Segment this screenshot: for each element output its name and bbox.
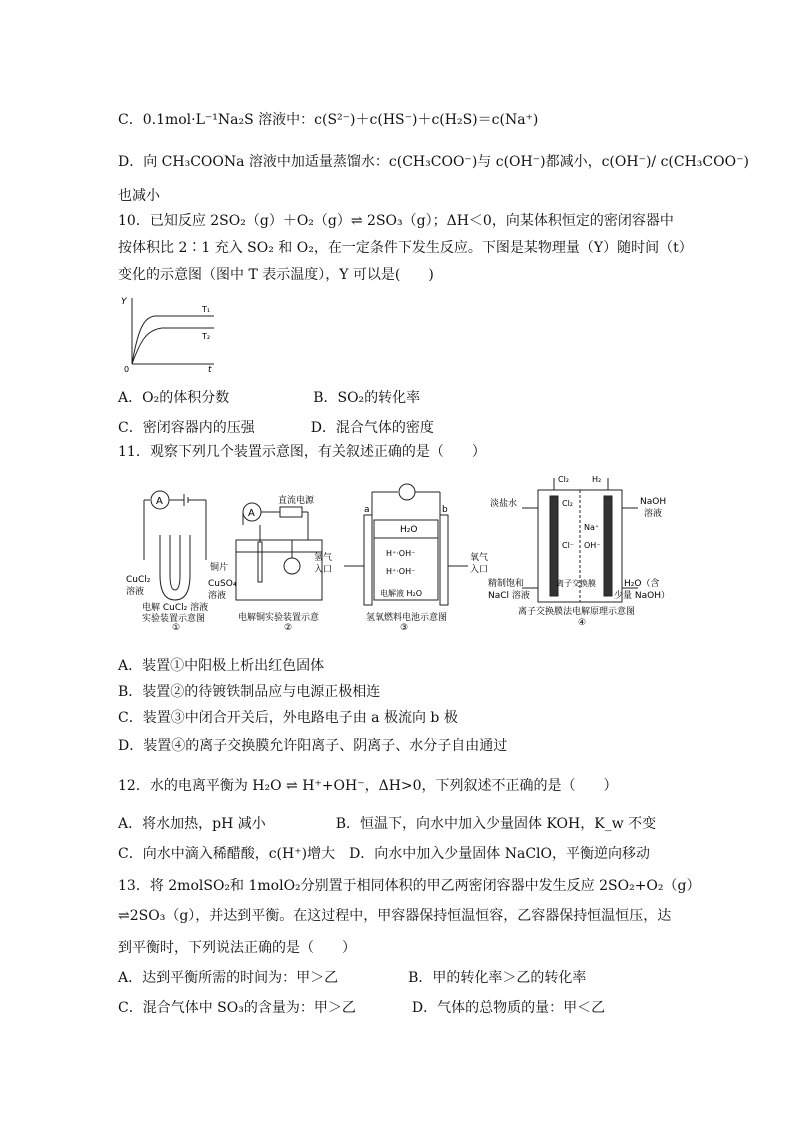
- a3-o2-2: 入口: [470, 565, 489, 575]
- a4-cl2a: Cl₂: [558, 475, 570, 484]
- a3-a: a: [364, 505, 370, 515]
- a4-in2: NaCl 溶液: [488, 591, 530, 601]
- a4-cl2b: Cl₂: [562, 499, 574, 508]
- a3-cap: 氢氧燃料电池示意图: [366, 613, 448, 623]
- q11-option-c: C．装置③中闭合开关后，外电路电子由 a 极流向 b 极: [118, 710, 458, 726]
- a3-hoh2: H⁺·OH⁻: [386, 567, 416, 576]
- a4-num: ④: [578, 618, 587, 628]
- a4-cl: Cl⁻: [562, 541, 575, 550]
- a2-num: ②: [284, 623, 293, 630]
- q11-apparatus-figure: [118, 470, 678, 630]
- q12-options-cd: C．向水中滴入稀醋酸，c(H⁺)增大 D．向水中加入少量固体 NaClO，平衡逆向移动: [118, 846, 651, 862]
- a2-power: 直流电源: [278, 496, 315, 506]
- q11-option-d: D．装置④的离子交换膜允许阳离子、阴离子、水分子自由通过: [118, 738, 508, 754]
- q13-options-cd: C．混合气体中 SO₃的含量为：甲＞乙 D．气体的总物质的量：甲＜乙: [118, 1000, 606, 1016]
- q11-stem: 11．观察下列几个装置示意图，有关叙述正确的是（ ）: [118, 444, 486, 460]
- q13-stem-1: 13．将 2molSO₂和 1molO₂分别置于相同体积的甲乙两密闭容器中发生反应 2SO₂+O₂（g）: [118, 878, 701, 894]
- a1-cap1: 电解 CuCl₂ 溶液: [142, 603, 209, 613]
- a3-o2-1: 氧气: [470, 553, 489, 563]
- q12-stem: 12．水的电离平衡为 H₂O ⇌ H⁺+OH⁻，ΔH>0，下列叙述不正确的是（ ）: [118, 778, 618, 794]
- q12-options-ab: A．将水加热，pH 减小 B．恒温下，向水中加入少量固体 KOH，K_w 不变: [118, 816, 657, 832]
- graph-y-label: Y: [121, 297, 127, 307]
- a1-cap2: 实验装置示意图: [142, 614, 206, 624]
- q11-option-a: A．装置①中阳极上析出红色固体: [118, 658, 325, 674]
- a3-hoh1: H⁺·OH⁻: [386, 549, 416, 558]
- a1-num: ①: [172, 623, 181, 630]
- a4-out2: 少量 NaOH）: [614, 591, 670, 601]
- a2-sol1: CuSO₄: [208, 579, 237, 589]
- apparatus-1: [144, 491, 206, 600]
- q10-options-ab: A．O₂的体积分数 B．SO₂的转化率: [118, 390, 421, 406]
- q13-stem-2: ⇌2SO₃（g），并达到平衡。在这过程中，甲容器保持恒温恒容，乙容器保持恒温恒压，达: [118, 908, 672, 924]
- graph-x-label: t: [208, 365, 212, 374]
- a4-out1: H₂O（含: [624, 579, 660, 589]
- q10-graph: [118, 294, 218, 374]
- q11-option-b: B．装置②的待镀铁制品应与电源正极相连: [118, 684, 381, 700]
- graph-t1-label: T₁: [202, 305, 211, 314]
- q9-option-d-cont: 也减小: [118, 188, 160, 204]
- a3-num: ③: [400, 623, 409, 630]
- q13-stem-3: 到平衡时，下列说法正确的是（ ）: [118, 940, 356, 956]
- q10-stem-3: 变化的示意图（图中 T 表示温度），Y 可以是( ): [118, 267, 434, 283]
- a4-na: Na⁺: [584, 523, 600, 532]
- graph-t2-label: T₂: [202, 332, 211, 341]
- a4-in1: 精制饱和: [488, 579, 525, 589]
- a3-h2-1: 氢气: [314, 553, 333, 563]
- a2-plate: 铜片: [210, 563, 229, 573]
- a1-meter: A: [156, 496, 163, 507]
- a2-meter: A: [248, 508, 255, 519]
- q9-option-c: C．0.1mol·L⁻¹Na₂S 溶液中：c(S²⁻)＋c(HS⁻)＋c(H₂S)＝c(Na⁺): [118, 112, 539, 128]
- q10-stem-2: 按体积比 2∶1 充入 SO₂ 和 O₂，在一定条件下发生反应。下图是某物理量（Y）随时间（t）: [118, 240, 693, 256]
- a4-memb: 离子交换膜: [556, 579, 596, 588]
- a4-h2: H₂: [592, 475, 602, 484]
- a1-sol1: CuCl₂: [126, 575, 151, 585]
- q10-options-cd: C．密闭容器内的压强 D．混合气体的密度: [118, 420, 434, 436]
- q10-stem-1: 10．已知反应 2SO₂（g）＋O₂（g）⇌ 2SO₃（g）；ΔH＜0，向某体积恒定的密闭容器中: [118, 213, 674, 229]
- a3-elec: 电解液 H₂O: [380, 589, 423, 598]
- a3-h2-2: 入口: [314, 565, 333, 575]
- a4-naoh2: 溶液: [644, 509, 663, 519]
- q13-options-ab: A．达到平衡所需的时间为：甲＞乙 B．甲的转化率＞乙的转化率: [118, 970, 587, 986]
- a4-cap: 离子交换膜法电解原理示意图: [518, 607, 636, 617]
- a4-brine: 淡盐水: [490, 499, 518, 509]
- a4-oh: OH⁻: [584, 541, 601, 550]
- apparatus-3: [344, 484, 468, 605]
- graph-origin: 0: [124, 365, 130, 374]
- q9-option-d: D．向 CH₃COONa 溶液中加适量蒸馏水：c(CH₃COO⁻)与 c(OH⁻)都减小，c(OH⁻)/ c(CH₃COO⁻): [118, 154, 749, 170]
- a3-b: b: [442, 505, 448, 515]
- a4-naoh1: NaOH: [640, 497, 667, 507]
- a1-sol2: 溶液: [126, 587, 145, 597]
- a2-cap: 电解铜实验装置示意: [238, 613, 320, 623]
- a3-h2o: H₂O: [400, 525, 418, 535]
- a2-sol2: 溶液: [208, 591, 227, 601]
